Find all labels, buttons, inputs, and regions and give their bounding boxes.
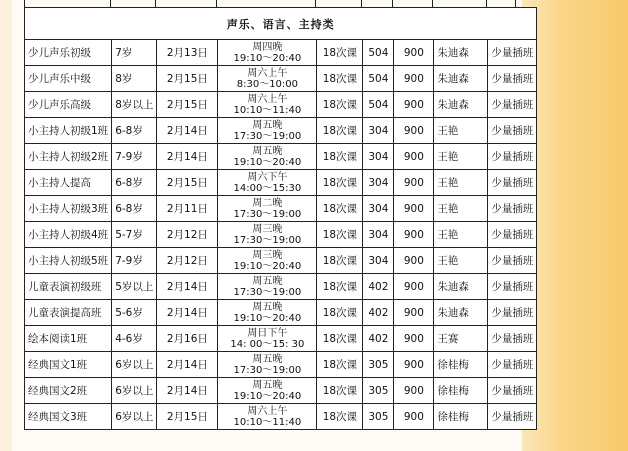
note-cell: 少量插班 (488, 170, 537, 196)
start-date-cell: 2月14日 (157, 274, 218, 300)
course-name-cell: 经典国文2班 (25, 378, 112, 404)
lessons-cell: 18次课 (317, 92, 363, 118)
course-schedule-table (24, 7, 537, 430)
weekday-label: 周四晚 (252, 41, 283, 53)
start-date-cell: 2月12日 (157, 248, 218, 274)
teacher-cell: 朱迪森 (434, 300, 488, 326)
note-cell: 少量插班 (488, 66, 537, 92)
fee-cell: 900 (394, 66, 434, 92)
teacher-cell: 王赛 (434, 326, 488, 352)
note-cell: 少量插班 (488, 300, 537, 326)
teacher-cell: 徐桂梅 (434, 404, 488, 430)
fee-cell: 900 (394, 300, 434, 326)
note-cell: 少量插班 (488, 118, 537, 144)
table-row (25, 378, 537, 404)
teacher-cell: 朱迪森 (434, 40, 488, 66)
teacher-cell: 徐桂梅 (434, 378, 488, 404)
table-row (25, 170, 537, 196)
fee-cell: 900 (394, 196, 434, 222)
course-name-cell: 小主持人初级5班 (25, 248, 112, 274)
fee-cell: 900 (394, 274, 434, 300)
teacher-cell: 王艳 (434, 118, 488, 144)
course-name-cell: 小主持人初级3班 (25, 196, 112, 222)
fee-cell: 900 (394, 118, 434, 144)
teacher-cell: 王艳 (434, 248, 488, 274)
start-date-cell: 2月15日 (157, 66, 218, 92)
time-range-label: 17:30～19:00 (233, 234, 302, 246)
lessons-cell: 18次课 (317, 300, 363, 326)
weekday-label: 周六上午 (247, 405, 288, 417)
note-cell: 少量插班 (488, 404, 537, 430)
fee-cell: 900 (394, 248, 434, 274)
lessons-cell: 18次课 (317, 404, 363, 430)
lessons-cell: 18次课 (317, 66, 363, 92)
note-cell: 少量插班 (488, 248, 537, 274)
start-date-cell: 2月14日 (157, 300, 218, 326)
schedule-time-cell (218, 66, 317, 92)
start-date-cell: 2月14日 (157, 144, 218, 170)
age-cell: 8岁以上 (112, 92, 157, 118)
start-date-cell: 2月13日 (157, 40, 218, 66)
room-cell: 504 (363, 40, 394, 66)
age-cell: 6岁以上 (112, 378, 157, 404)
time-range-label: 8:30～10:00 (236, 78, 299, 90)
previous-table-edge (24, 0, 516, 7)
note-cell: 少量插班 (488, 144, 537, 170)
lessons-cell: 18次课 (317, 40, 363, 66)
teacher-cell: 徐桂梅 (434, 352, 488, 378)
course-name-cell: 小主持人提高 (25, 170, 112, 196)
time-range-label: 19:10～20:40 (233, 312, 302, 324)
age-cell: 7-9岁 (112, 248, 157, 274)
weekday-label: 周五晚 (252, 353, 283, 365)
age-cell: 7岁 (112, 40, 157, 66)
weekday-label: 周六上午 (247, 67, 288, 79)
note-cell: 少量插班 (488, 92, 537, 118)
room-cell: 304 (363, 248, 394, 274)
fee-cell: 900 (394, 222, 434, 248)
schedule-time-cell (218, 326, 317, 352)
table-row (25, 352, 537, 378)
lessons-cell: 18次课 (317, 326, 363, 352)
schedule-time-cell (218, 352, 317, 378)
table-row (25, 40, 537, 66)
weekday-label: 周三晚 (252, 249, 283, 261)
weekday-label: 周五晚 (252, 379, 283, 391)
weekday-label: 周五晚 (252, 119, 283, 131)
course-name-cell: 少儿声乐高级 (25, 92, 112, 118)
fee-cell: 900 (394, 40, 434, 66)
teacher-cell: 王艳 (434, 144, 488, 170)
weekday-label: 周日下午 (247, 327, 288, 339)
lessons-cell: 18次课 (317, 118, 363, 144)
start-date-cell: 2月16日 (157, 326, 218, 352)
lessons-cell: 18次课 (317, 378, 363, 404)
teacher-cell: 王艳 (434, 170, 488, 196)
schedule-time-cell (218, 170, 317, 196)
schedule-time-cell (218, 274, 317, 300)
lessons-cell: 18次课 (317, 144, 363, 170)
start-date-cell: 2月15日 (157, 404, 218, 430)
weekday-label: 周二晚 (252, 197, 283, 209)
table-row (25, 300, 537, 326)
room-cell: 304 (363, 118, 394, 144)
schedule-time-cell (218, 92, 317, 118)
room-cell: 304 (363, 170, 394, 196)
course-name-cell: 儿童表演提高班 (25, 300, 112, 326)
time-range-label: 14:00～15:30 (233, 182, 302, 194)
time-range-label: 14: 00～15: 30 (230, 338, 305, 350)
lessons-cell: 18次课 (317, 222, 363, 248)
age-cell: 6岁以上 (112, 352, 157, 378)
weekday-label: 周六上午 (247, 93, 288, 105)
table-row (25, 326, 537, 352)
schedule-time-cell (218, 196, 317, 222)
age-cell: 5-7岁 (112, 222, 157, 248)
age-cell: 4-6岁 (112, 326, 157, 352)
table-row (25, 222, 537, 248)
start-date-cell: 2月15日 (157, 170, 218, 196)
note-cell: 少量插班 (488, 40, 537, 66)
teacher-cell: 王艳 (434, 222, 488, 248)
course-name-cell: 经典国文1班 (25, 352, 112, 378)
age-cell: 6岁以上 (112, 404, 157, 430)
table-row (25, 66, 537, 92)
start-date-cell: 2月12日 (157, 222, 218, 248)
time-range-label: 17:30～19:00 (233, 130, 302, 142)
start-date-cell: 2月14日 (157, 118, 218, 144)
start-date-cell: 2月14日 (157, 378, 218, 404)
start-date-cell: 2月14日 (157, 352, 218, 378)
room-cell: 402 (363, 274, 394, 300)
time-range-label: 19:10～20:40 (233, 156, 302, 168)
table-row (25, 196, 537, 222)
table-row (25, 118, 537, 144)
lessons-cell: 18次课 (317, 170, 363, 196)
time-range-label: 10:10～11:40 (233, 416, 302, 428)
table-row (25, 144, 537, 170)
section-header-row (25, 8, 537, 40)
note-cell: 少量插班 (488, 326, 537, 352)
fee-cell: 900 (394, 144, 434, 170)
room-cell: 304 (363, 196, 394, 222)
table-row (25, 248, 537, 274)
age-cell: 6-8岁 (112, 196, 157, 222)
fee-cell: 900 (394, 352, 434, 378)
weekday-label: 周三晚 (252, 223, 283, 235)
course-name-cell: 小主持人初级2班 (25, 144, 112, 170)
room-cell: 304 (363, 222, 394, 248)
room-cell: 305 (363, 378, 394, 404)
schedule-time-cell (218, 378, 317, 404)
fee-cell: 900 (394, 92, 434, 118)
course-name-cell: 小主持人初级4班 (25, 222, 112, 248)
schedule-time-cell (218, 144, 317, 170)
time-range-label: 19:10～20:40 (233, 390, 302, 402)
weekday-label: 周五晚 (252, 145, 283, 157)
lessons-cell: 18次课 (317, 274, 363, 300)
age-cell: 6-8岁 (112, 118, 157, 144)
start-date-cell: 2月11日 (157, 196, 218, 222)
course-name-cell: 经典国文3班 (25, 404, 112, 430)
age-cell: 5岁以上 (112, 274, 157, 300)
fee-cell: 900 (394, 378, 434, 404)
time-range-label: 17:30～19:00 (233, 286, 302, 298)
start-date-cell: 2月15日 (157, 92, 218, 118)
time-range-label: 19:10～20:40 (233, 260, 302, 272)
lessons-cell: 18次课 (317, 352, 363, 378)
note-cell: 少量插班 (488, 378, 537, 404)
age-cell: 5-6岁 (112, 300, 157, 326)
room-cell: 504 (363, 92, 394, 118)
time-range-label: 17:30～19:00 (233, 208, 302, 220)
fee-cell: 900 (394, 326, 434, 352)
schedule-time-cell (218, 404, 317, 430)
fee-cell: 900 (394, 404, 434, 430)
time-range-label: 19:10～20:40 (233, 52, 302, 64)
table-row (25, 92, 537, 118)
room-cell: 504 (363, 66, 394, 92)
teacher-cell: 朱迪森 (434, 274, 488, 300)
age-cell: 7-9岁 (112, 144, 157, 170)
schedule-time-cell (218, 40, 317, 66)
lessons-cell: 18次课 (317, 248, 363, 274)
course-name-cell: 少儿声乐初级 (25, 40, 112, 66)
room-cell: 304 (363, 144, 394, 170)
course-name-cell: 小主持人初级1班 (25, 118, 112, 144)
teacher-cell: 朱迪森 (434, 66, 488, 92)
weekday-label: 周五晚 (252, 301, 283, 313)
note-cell: 少量插班 (488, 196, 537, 222)
course-name-cell: 少儿声乐中级 (25, 66, 112, 92)
age-cell: 8岁 (112, 66, 157, 92)
room-cell: 305 (363, 404, 394, 430)
teacher-cell: 王艳 (434, 196, 488, 222)
time-range-label: 10:10～11:40 (233, 104, 302, 116)
table-row (25, 404, 537, 430)
table-row (25, 274, 537, 300)
schedule-time-cell (218, 300, 317, 326)
teacher-cell: 朱迪森 (434, 92, 488, 118)
room-cell: 402 (363, 326, 394, 352)
course-name-cell: 儿童表演初级班 (25, 274, 112, 300)
schedule-time-cell (218, 222, 317, 248)
lessons-cell: 18次课 (317, 196, 363, 222)
weekday-label: 周五晚 (252, 275, 283, 287)
course-name-cell: 绘本阅读1班 (25, 326, 112, 352)
room-cell: 305 (363, 352, 394, 378)
schedule-time-cell (218, 248, 317, 274)
time-range-label: 17:30～19:00 (233, 364, 302, 376)
room-cell: 402 (363, 300, 394, 326)
note-cell: 少量插班 (488, 274, 537, 300)
note-cell: 少量插班 (488, 222, 537, 248)
section-title: 声乐、语言、主持类 (25, 8, 537, 40)
age-cell: 6-8岁 (112, 170, 157, 196)
note-cell: 少量插班 (488, 352, 537, 378)
weekday-label: 周六下午 (247, 171, 288, 183)
fee-cell: 900 (394, 170, 434, 196)
schedule-time-cell (218, 118, 317, 144)
